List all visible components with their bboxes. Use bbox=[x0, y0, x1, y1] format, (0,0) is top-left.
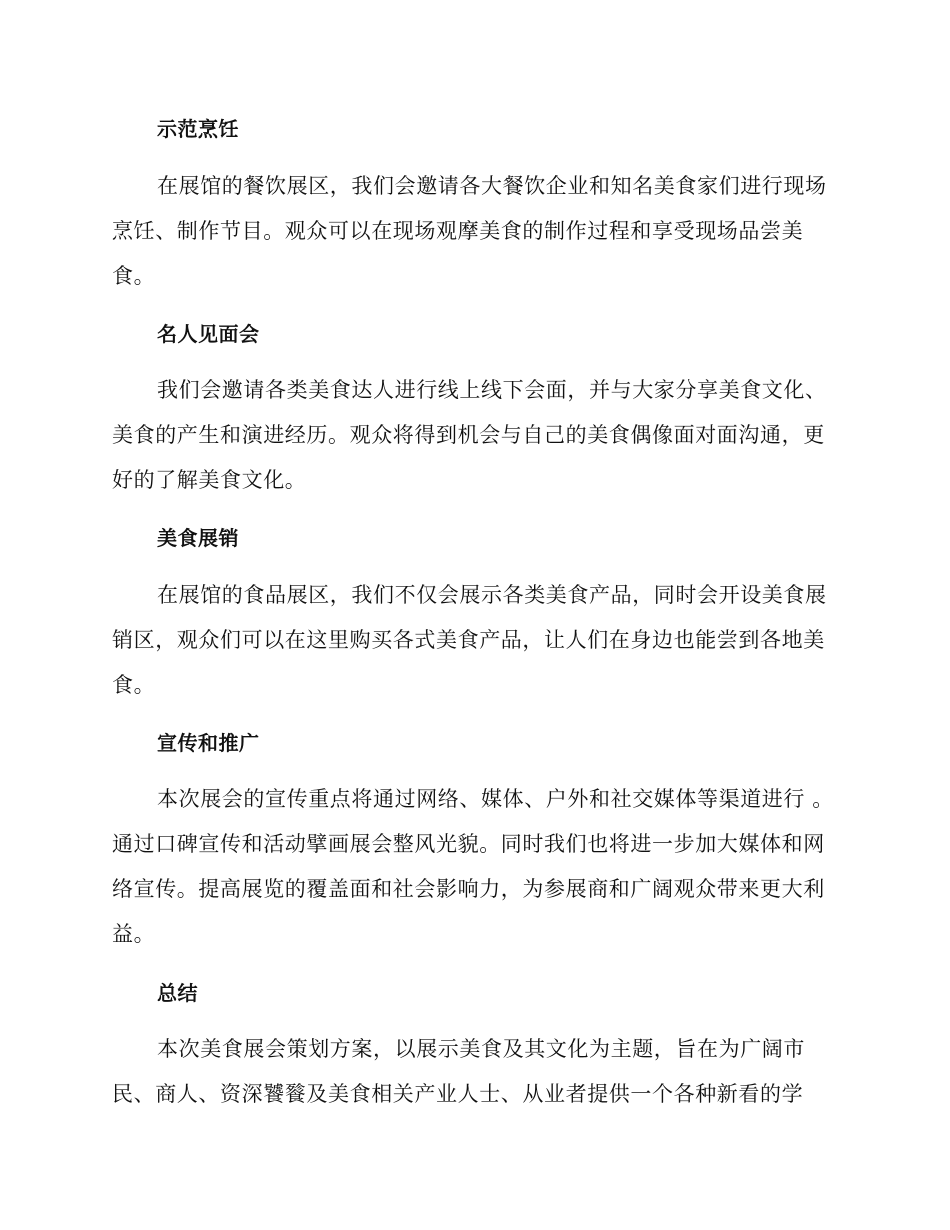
paragraph-line: 在展馆的餐饮展区，我们会邀请各大餐饮企业和知名美食家们进行现场 bbox=[157, 174, 827, 198]
paragraph-line: 美食的产生和演进经历。观众将得到机会与自己的美食偶像面对面沟通，更 bbox=[112, 423, 825, 447]
paragraph-line: 络宣传。提高展览的覆盖面和社会影响力，为参展商和广阔观众带来更大利 bbox=[112, 877, 825, 901]
paragraph-line: 通过口碑宣传和活动擘画展会整风光貌。同时我们也将进一步加大媒体和网 bbox=[112, 832, 825, 856]
paragraph-line: 好的了解美食文化。 bbox=[112, 468, 307, 492]
paragraph-line: 民、商人、资深饕餮及美食相关产业人士、从业者提供一个各种新看的学 bbox=[112, 1082, 804, 1106]
section-heading: 名人见面会 bbox=[157, 322, 260, 346]
paragraph-line: 益。 bbox=[112, 922, 156, 946]
section-heading: 宣传和推广 bbox=[157, 731, 260, 755]
paragraph-line: 食。 bbox=[112, 264, 156, 288]
paragraph-line: 销区，观众们可以在这里购买各式美食产品，让人们在身边也能尝到各地美 bbox=[112, 628, 825, 652]
paragraph-line: 本次美食展会策划方案，以展示美食及其文化为主题，旨在为广阔市 bbox=[157, 1037, 805, 1061]
paragraph-line: 烹饪、制作节目。观众可以在现场观摩美食的制作过程和享受现场品尝美 bbox=[112, 219, 804, 243]
paragraph-line: 我们会邀请各类美食达人进行线上线下会面，并与大家分享美食文化、 bbox=[157, 378, 827, 402]
section-heading: 美食展销 bbox=[157, 526, 239, 550]
paragraph-line: 本次展会的宣传重点将通过网络、媒体、户外和社交媒体等渠道进行 。 bbox=[157, 787, 834, 811]
section-heading: 总结 bbox=[157, 981, 198, 1005]
paragraph-line: 食。 bbox=[112, 673, 156, 697]
paragraph-line: 在展馆的食品展区，我们不仅会展示各类美食产品，同时会开设美食展 bbox=[157, 583, 827, 607]
section-heading: 示范烹饪 bbox=[157, 117, 239, 141]
